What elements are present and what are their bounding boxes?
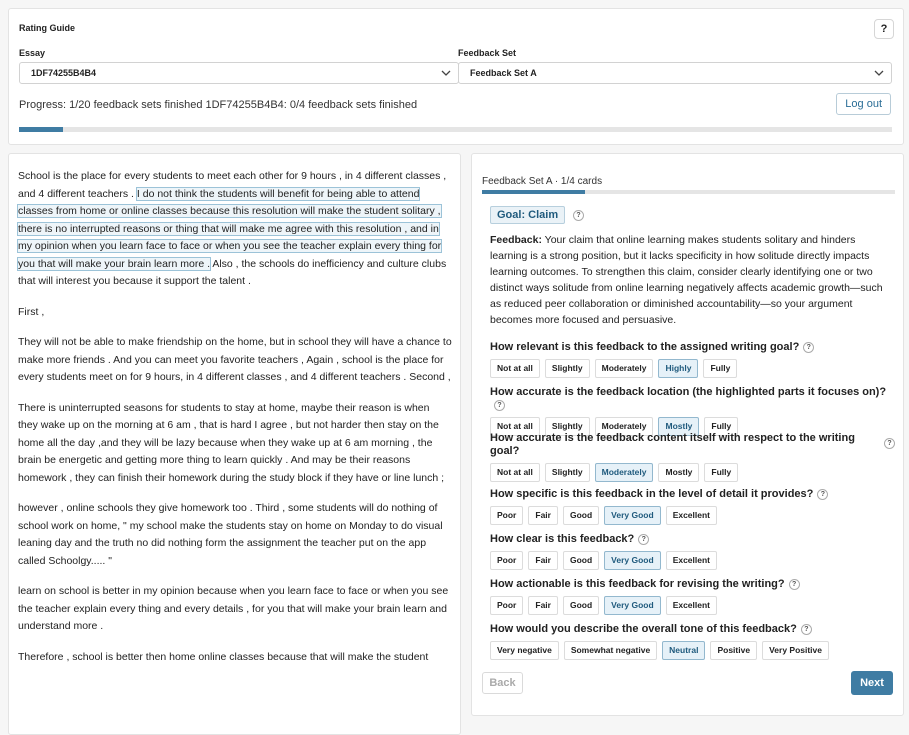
essay-paragraph: Therefore , school is better then home online classes because that will make the student (18, 650, 429, 663)
help-icon[interactable]: ? (569, 209, 584, 221)
rating-option-fully[interactable]: Fully (704, 463, 738, 482)
essay-select[interactable] (19, 62, 459, 84)
question-text: How would you describe the overall tone of this feedback? ? (490, 623, 895, 636)
feedback-content: Your claim that online learning makes students solitary and hinders learning is a strong position, but it lacks specificity in how solitude directly impacts learning outcomes. To strengthen this claim, consider clearly identifying one or two distinct ways solitude from online learning negatively affects academic growth—such as reduced peer collaboration or diminished accountability—so your argument becomes more focused and persuasive. (490, 234, 883, 326)
feedback-set-select[interactable] (458, 62, 892, 84)
feedback-panel (471, 153, 904, 716)
goal-badge: Goal: Claim (490, 206, 565, 224)
help-icon[interactable]: ? (884, 438, 895, 449)
essay-paragraph: however , online schools they give homework too . Third , some students will do nothing of school work on home, " my school make the students stay on home on Monday to do visual leaning day and the truth no did nothing form the assignment the teacher put on the app called Schoolgy..... " (18, 502, 443, 567)
help-icon[interactable]: ? (817, 489, 828, 500)
rating-options (490, 506, 895, 525)
rating-question (490, 578, 895, 615)
essay-text: School is the place for every students to meet each other for 9 hours , in 4 different classes , and 4 different teachers . (18, 170, 447, 200)
back-button[interactable]: Back (482, 672, 523, 694)
overall-progress-fill (19, 127, 63, 132)
essay-label: Essay (19, 48, 46, 58)
rating-option-not-at-all[interactable]: Not at all (490, 359, 540, 378)
rating-option-slightly[interactable]: Slightly (545, 359, 590, 378)
feedback-set-select-value: Feedback Set A (470, 68, 537, 78)
help-icon[interactable]: ? (801, 624, 812, 635)
rating-option-excellent[interactable]: Excellent (666, 596, 717, 615)
rating-option-very-negative[interactable]: Very negative (490, 641, 559, 660)
question-text: How accurate is the feedback location (the highlighted parts it focuses on)?? (490, 386, 887, 409)
rating-option-very-positive[interactable]: Very Positive (762, 641, 829, 660)
chevron-down-icon (873, 67, 885, 79)
rating-question (490, 623, 895, 660)
rating-option-highly[interactable]: Highly (658, 359, 698, 378)
rating-option-moderately[interactable]: Moderately (595, 463, 654, 482)
feedback-label: Feedback: (490, 234, 542, 246)
rating-option-slightly[interactable]: Slightly (545, 463, 590, 482)
question-text: How accurate is the feedback content itself with respect to the writing goal? ? (490, 432, 895, 458)
essay-paragraph: There is uninterrupted seasons for students to stay at home, maybe their reason is when they wake up on the morning at 6 am , that is hard I agree , but not harder then stay on the home all the day ,and they will be lazy because when they wake up at 6 am morning , the brain be energetic and getting more thing to learn quickly . And may be their reasons homework , they can finish their homework during the study block if they have or line lunch ; (18, 401, 445, 484)
rating-guide-panel (8, 8, 904, 145)
rating-option-poor[interactable]: Poor (490, 506, 523, 525)
help-icon[interactable]: ? (803, 342, 814, 353)
page-title: Rating Guide (19, 23, 75, 33)
rating-option-neutral[interactable]: Neutral (662, 641, 705, 660)
rating-option-fair[interactable]: Fair (528, 596, 558, 615)
rating-options (490, 463, 895, 482)
rating-option-poor[interactable]: Poor (490, 596, 523, 615)
rating-question (490, 341, 895, 378)
feedback-set-label: Feedback Set (458, 48, 517, 58)
help-button[interactable]: ? (874, 19, 894, 39)
rating-option-mostly[interactable]: Mostly (658, 463, 699, 482)
essay-panel (8, 153, 461, 735)
question-text: How specific is this feedback in the level of detail it provides? ? (490, 488, 895, 501)
rating-question (490, 386, 895, 436)
overall-progress-bar (19, 127, 892, 132)
rating-option-fair[interactable]: Fair (528, 506, 558, 525)
rating-option-fair[interactable]: Fair (528, 551, 558, 570)
question-text: How actionable is this feedback for revising the writing? ? (490, 578, 895, 591)
rating-option-moderately[interactable]: Moderately (595, 417, 654, 436)
rating-option-fully[interactable]: Fully (704, 417, 738, 436)
help-icon[interactable]: ? (789, 579, 800, 590)
chevron-down-icon (440, 67, 452, 79)
rating-options (490, 596, 895, 615)
feedback-text (490, 232, 893, 328)
rating-option-very-good[interactable]: Very Good (604, 551, 661, 570)
rating-option-somewhat-negative[interactable]: Somewhat negative (564, 641, 657, 660)
rating-option-mostly[interactable]: Mostly (658, 417, 699, 436)
rating-option-fully[interactable]: Fully (703, 359, 737, 378)
rating-option-very-good[interactable]: Very Good (604, 506, 661, 525)
rating-option-good[interactable]: Good (563, 506, 599, 525)
logout-button[interactable]: Log out (836, 93, 891, 115)
card-progress-fill (482, 190, 585, 194)
rating-options (490, 551, 895, 570)
essay-paragraph: learn on school is better in my opinion because when you learn face to face or when you see the teacher explain every thing and every details , for you that will make your brain learn and understand more . (18, 585, 449, 632)
rating-option-excellent[interactable]: Excellent (666, 551, 717, 570)
rating-question (490, 432, 895, 482)
essay-paragraph (18, 168, 452, 291)
help-icon[interactable]: ? (638, 534, 649, 545)
rating-option-very-good[interactable]: Very Good (604, 596, 661, 615)
card-progress-bar (482, 190, 895, 194)
question-text: How relevant is this feedback to the assigned writing goal? ? (490, 341, 895, 354)
rating-option-not-at-all[interactable]: Not at all (490, 417, 540, 436)
rating-question (490, 488, 895, 525)
essay-paragraph: They will not be able to make friendship on the home, but in school they will have a chance to make more friends . And you can meet you favorite teachers , Again , school is the place for every students meet on for 9 hours, in 4 different classes , and 4 different teachers . Second , (18, 336, 452, 383)
card-counter: Feedback Set A · 1/4 cards (482, 176, 603, 187)
rating-options (490, 641, 895, 660)
rating-option-not-at-all[interactable]: Not at all (490, 463, 540, 482)
essay-paragraph: First , (18, 305, 45, 318)
rating-question (490, 533, 895, 570)
essay-text: Also , the schools do inefficiency and culture clubs that will interest you because it support the talent . (18, 257, 447, 287)
rating-option-good[interactable]: Good (563, 596, 599, 615)
help-icon[interactable]: ? (494, 400, 505, 411)
rating-option-slightly[interactable]: Slightly (545, 417, 590, 436)
rating-option-excellent[interactable]: Excellent (666, 506, 717, 525)
progress-text: Progress: 1/20 feedback sets finished 1DF74255B4B4: 0/4 feedback sets finished (19, 99, 418, 111)
next-button[interactable]: Next (851, 671, 893, 695)
essay-select-value: 1DF74255B4B4 (31, 68, 97, 78)
rating-option-good[interactable]: Good (563, 551, 599, 570)
rating-option-poor[interactable]: Poor (490, 551, 523, 570)
rating-option-moderately[interactable]: Moderately (595, 359, 654, 378)
question-text: How clear is this feedback? ? (490, 533, 895, 546)
rating-options (490, 359, 895, 378)
rating-option-positive[interactable]: Positive (710, 641, 757, 660)
highlighted-text: I do not think the students will benefit for being able to attend classes from home or online classes because this resolution will make the student solitary , there is no interrupted reasons or thing that will make me agree with this resolution , and in my opinion when you learn face to face or when you see the teacher explain every thing for you that will make your brain learn more . (18, 187, 442, 270)
